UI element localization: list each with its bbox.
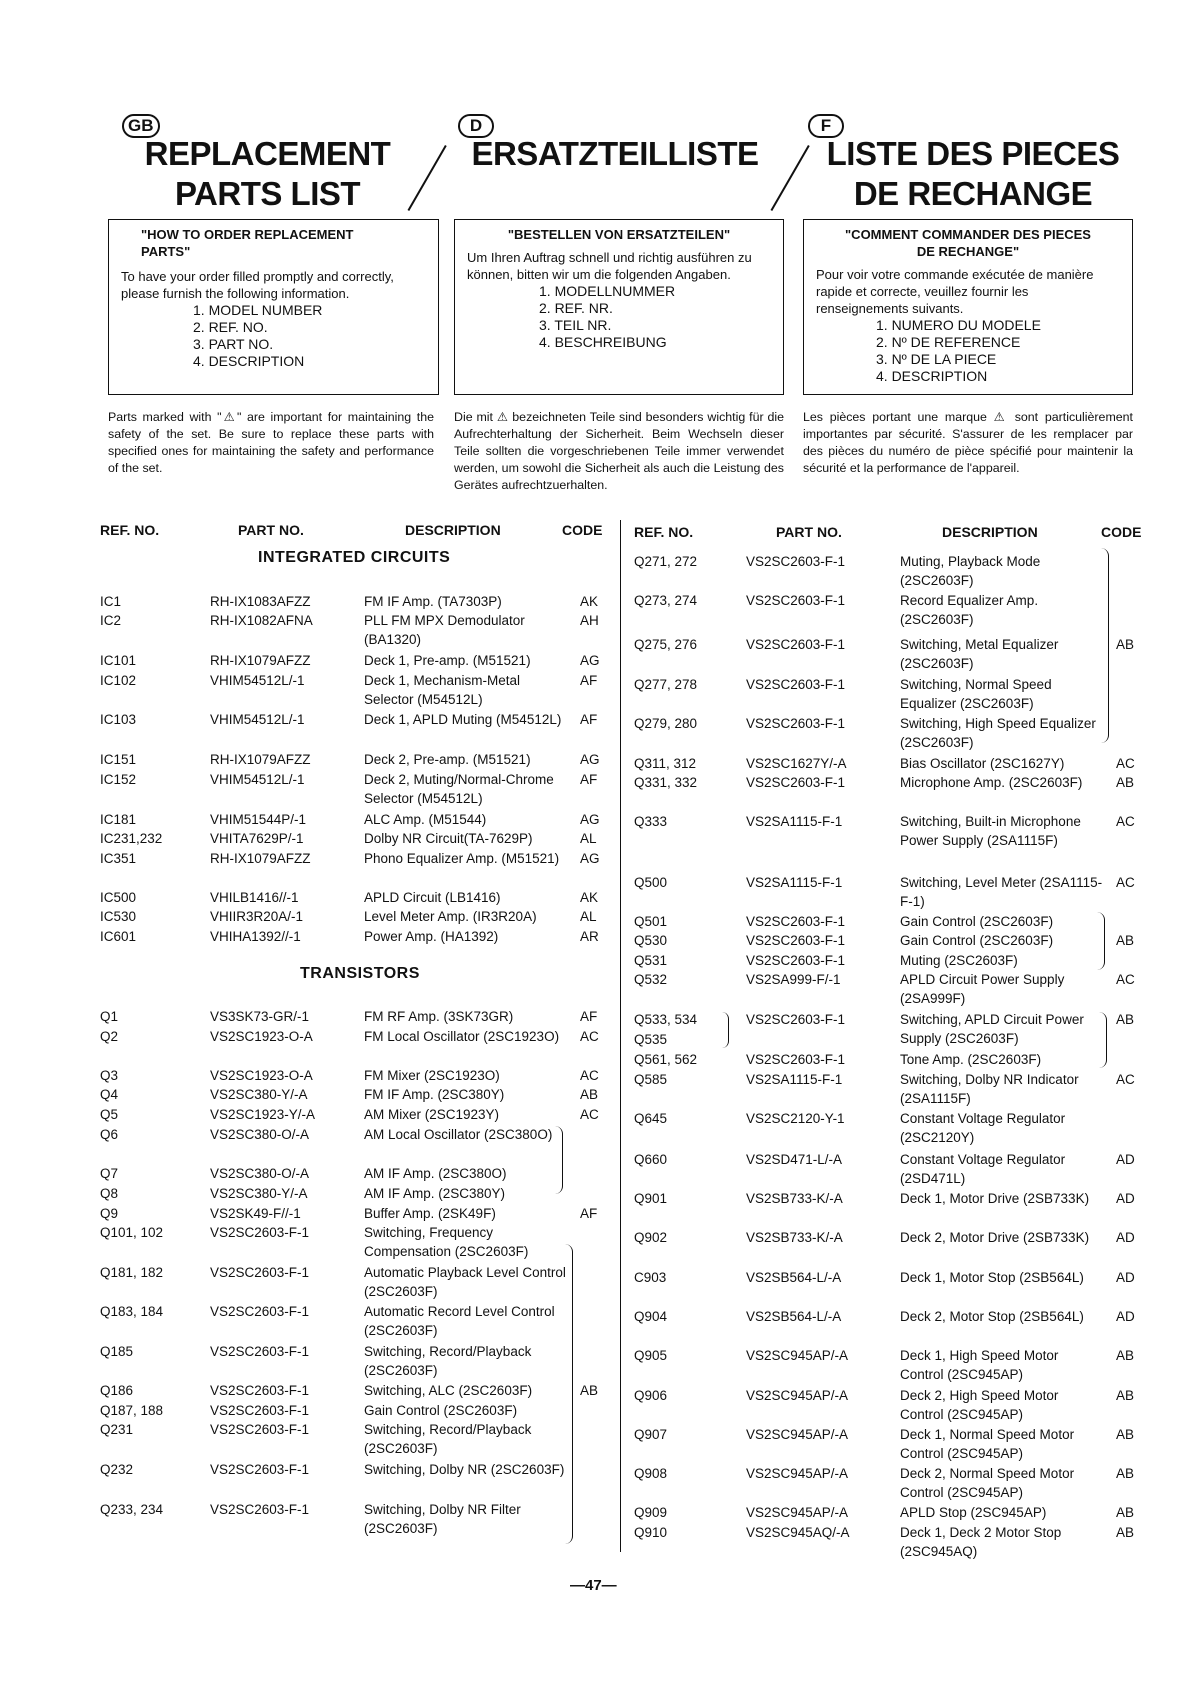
description-cell: AM IF Amp. (2SC380O) [364,1166,507,1181]
ref-no-cell: IC152 [100,772,137,787]
description-cell: APLD Circuit (LB1416) [364,890,501,905]
ref-no-cell: Q333 [634,814,668,829]
code-cell: AF [580,1206,598,1221]
code-cell: AK [580,594,599,609]
code-cell: AF [580,673,598,688]
description-cell: Deck 1, Mechanism-Metal Selector (M54512L) [364,673,521,707]
ref-no-cell: Q901 [634,1191,668,1206]
description-cell: Dolby NR Circuit(TA-7629P) [364,831,533,846]
ref-no-cell: Q660 [634,1152,668,1167]
ref-no-cell: IC151 [100,752,137,767]
part-no-cell: VS2SC945AP/-A [746,1388,849,1403]
list-item: 1. MODEL NUMBER [193,302,323,318]
ref-no-cell: Q501 [634,914,668,929]
code-cell: AL [580,909,597,924]
ref-no-cell: Q530 [634,933,668,948]
part-no-cell: VHILB1416//-1 [210,890,299,905]
code-cell: AF [580,1009,598,1024]
code-cell: AD [1116,1309,1135,1324]
code-cell: AF [580,772,598,787]
ref-no-cell: Q905 [634,1348,668,1363]
description-cell: Deck 1, Normal Speed Motor Control (2SC945AP) [900,1427,1075,1461]
group-brace [1100,548,1109,743]
list-item: 1. NUMERO DU MODELE [876,317,1041,333]
description-cell: FM IF Amp. (2SC380Y) [364,1087,505,1102]
code-cell: AC [1116,756,1135,771]
part-no-cell: VS2SC380-Y/-A [210,1087,308,1102]
ref-no-cell: Q5 [100,1107,119,1122]
description-cell: Switching, Built-in Microphone Power Supply (2SA1115F) [900,814,1081,848]
description-cell: Record Equalizer Amp. (2SC2603F) [900,593,1039,627]
part-no-cell: RH-IX1079AFZZ [210,851,311,866]
gb-order-box-title: "HOW TO ORDER REPLACEMENT PARTS" [141,227,354,259]
ref-no-cell: IC530 [100,909,137,924]
code-cell: AD [1116,1191,1135,1206]
code-cell: AB [1116,637,1135,652]
part-no-cell: VS2SC2603-F-1 [210,1383,310,1398]
part-no-cell: VS2SC945AP/-A [746,1348,849,1363]
f-safety-note: Les pièces portant une marque ⚠ sont particulièrement importantes par sécurité. S'assurer de les remplacer par des pièces du numéro de pièce spécifié pour maintenir la sécurité et la performance de l'appareil. [803,410,1133,475]
part-no-cell: VS2SC1923-O-A [210,1068,313,1083]
code-cell: AC [1116,814,1135,829]
part-no-cell: VS2SC945AP/-A [746,1427,849,1442]
part-no-cell: VS2SC2603-F-1 [746,593,846,608]
ref-no-cell: Q645 [634,1111,668,1126]
part-no-cell: VS2SB733-K/-A [746,1230,843,1245]
description-cell: Automatic Record Level Control (2SC2603F) [364,1304,555,1338]
description-cell: ALC Amp. (M51544) [364,812,487,827]
list-item: 4. DESCRIPTION [876,368,988,384]
code-cell: AR [580,929,599,944]
d-order-box-title: "BESTELLEN VON ERSATZTEILEN" [507,227,731,242]
ref-no-cell: C903 [634,1270,667,1285]
code-cell: AB [580,1087,599,1102]
description-cell: Muting, Playback Mode (2SC2603F) [900,554,1041,588]
ref-no-cell: Q585 [634,1072,668,1087]
description-cell: APLD Circuit Power Supply (2SA999F) [900,972,1065,1006]
description-cell: FM IF Amp. (TA7303P) [364,594,502,609]
description-cell: Bias Oscillator (2SC1627Y) [900,756,1065,771]
description-cell: Switching, Level Meter (2SA1115-F-1) [900,875,1103,909]
ref-no-cell: Q331, 332 [634,775,698,790]
part-no-cell: VS2SC380-O/-A [210,1127,310,1142]
description-cell: Switching, Normal Speed Equalizer (2SC2603F) [900,677,1052,711]
description-cell: Deck 1, Motor Drive (2SB733K) [900,1191,1090,1206]
code-cell: AC [1116,972,1135,987]
d-order-box-body: Um Ihren Auftrag schnell und richtig ausführen zu können, bitten wir um die folgenden Angaben. [467,250,752,282]
ref-no-cell: Q6 [100,1127,119,1142]
part-no-cell: VS2SC2603-F-1 [210,1502,310,1517]
col-desc-right: DESCRIPTION [942,524,1038,540]
description-cell: Switching, APLD Circuit Power Supply (2SC2603F) [900,1012,1084,1046]
description-cell: Deck 2, Motor Stop (2SB564L) [900,1309,1084,1324]
code-cell: AF [580,712,598,727]
description-cell: Deck 2, Normal Speed Motor Control (2SC945AP) [900,1466,1075,1500]
list-item: 2. REF. NR. [539,300,613,316]
part-no-cell: VS2SC2603-F-1 [746,775,846,790]
part-no-cell: VS2SB564-L/-A [746,1309,842,1324]
part-no-cell: RH-IX1079AFZZ [210,653,311,668]
part-no-cell: VS2SB733-K/-A [746,1191,843,1206]
code-cell: AB [1116,1012,1135,1027]
code-cell: AB [580,1383,599,1398]
part-no-cell: VS3SK73-GR/-1 [210,1009,310,1024]
code-cell: AB [1116,775,1135,790]
code-cell: AD [1116,1152,1135,1167]
col-part-right: PART NO. [776,524,842,540]
part-no-cell: VS2SC2603-F-1 [746,914,846,929]
col-desc-left: DESCRIPTION [405,522,501,538]
part-no-cell: VS2SC1923-O-A [210,1029,313,1044]
part-no-cell: RH-IX1079AFZZ [210,752,311,767]
description-cell: Switching, ALC (2SC2603F) [364,1383,533,1398]
code-cell: AH [580,613,599,628]
part-no-cell: VS2SC2603-F-1 [210,1225,310,1240]
description-cell: Gain Control (2SC2603F) [900,914,1054,929]
f-order-box-body: Pour voir votre commande exécutée de manière rapide et correcte, veuillez fournir les renseignements suivants. [816,267,1094,316]
part-no-cell: VS2SC2603-F-1 [746,554,846,569]
code-cell: AG [580,851,600,866]
code-cell: AD [1116,1230,1135,1245]
part-no-cell: VHIM51544P/-1 [210,812,307,827]
part-no-cell: VS2SB564-L/-A [746,1270,842,1285]
part-no-cell: VS2SA1115-F-1 [746,875,843,890]
part-no-cell: VS2SC945AQ/-A [746,1525,850,1540]
description-cell: AM Local Oscillator (2SC380O) [364,1127,553,1142]
code-cell: AC [1116,1072,1135,1087]
ref-no-cell: Q275, 276 [634,637,698,652]
ref-no-cell: Q311, 312 [634,756,697,771]
ref-no-cell: Q500 [634,875,668,890]
ref-no-cell: IC351 [100,851,137,866]
list-item: 3. TEIL NR. [539,317,612,333]
code-cell: AD [1116,1270,1135,1285]
code-cell: AK [580,890,599,905]
list-item: 2. REF. NO. [193,319,268,335]
code-cell: AG [580,752,600,767]
list-item: 3. PART NO. [193,336,274,352]
ref-no-cell: Q535 [634,1032,668,1047]
ref-no-cell: Q7 [100,1166,119,1181]
col-ref-left: REF. NO. [100,522,160,538]
ref-no-cell: Q1 [100,1009,119,1024]
part-no-cell: VS2SC945AP/-A [746,1466,849,1481]
col-ref-right: REF. NO. [634,524,694,540]
ref-no-cell: IC2 [100,613,122,628]
description-cell: Muting (2SC2603F) [900,953,1018,968]
list-item: 2. Nº DE REFERENCE [876,334,1021,350]
description-cell: Microphone Amp. (2SC2603F) [900,775,1083,790]
ref-no-cell: Q181, 182 [100,1265,164,1280]
part-no-cell: VS2SK49-F//-1 [210,1206,301,1221]
part-no-cell: VS2SC2603-F-1 [746,677,846,692]
code-cell: AL [580,831,597,846]
description-cell: Deck 2, Pre-amp. (M51521) [364,752,531,767]
part-no-cell: VHITA7629P/-1 [210,831,304,846]
ref-no-cell: IC181 [100,812,137,827]
part-no-cell: VS2SA1115-F-1 [746,814,843,829]
part-no-cell: VS2SC2120-Y-1 [746,1111,845,1126]
column-divider [620,520,621,1552]
part-no-cell: VS2SC2603-F-1 [746,1052,846,1067]
ref-no-cell: Q910 [634,1525,668,1540]
ref-no-cell: Q907 [634,1427,668,1442]
ref-no-cell: Q273, 274 [634,593,698,608]
code-cell: AB [1116,933,1135,948]
code-cell: AB [1116,1388,1135,1403]
ref-no-cell: Q183, 184 [100,1304,164,1319]
ref-no-cell: Q533, 534 [634,1012,698,1027]
description-cell: Switching, Frequency Compensation (2SC2603F) [364,1225,529,1259]
code-cell: AB [1116,1505,1135,1520]
description-cell: AM IF Amp. (2SC380Y) [364,1186,506,1201]
code-cell: AB [1116,1466,1135,1481]
part-no-cell: VS2SC1627Y/-A [746,756,847,771]
list-item: 3. Nº DE LA PIECE [876,351,997,367]
ref-no-cell: IC231,232 [100,831,163,846]
ref-no-cell: Q9 [100,1206,119,1221]
description-cell: Switching, Dolby NR Indicator (2SA1115F) [900,1072,1079,1106]
ref-no-cell: Q186 [100,1383,134,1398]
description-cell: APLD Stop (2SC945AP) [900,1505,1047,1520]
description-cell: Deck 1, Pre-amp. (M51521) [364,653,531,668]
gb-order-box [108,219,439,395]
ref-no-cell: IC102 [100,673,137,688]
ref-no-cell: Q532 [634,972,668,987]
ref-no-cell: IC601 [100,929,137,944]
description-cell: Constant Voltage Regulator (2SD471L) [900,1152,1066,1186]
col-code-right: CODE [1101,524,1142,540]
ref-no-cell: Q185 [100,1344,134,1359]
part-no-cell: VS2SC2603-F-1 [210,1462,310,1477]
part-no-cell: VS2SC2603-F-1 [746,1012,846,1027]
description-cell: Switching, High Speed Equalizer (2SC2603F) [900,716,1096,750]
ref-no-cell: Q8 [100,1186,119,1201]
description-cell: Deck 2, Muting/Normal-Chrome Selector (M54512L) [364,772,554,806]
code-cell: AB [1116,1348,1135,1363]
group-brace [554,1126,563,1194]
ref-no-cell: Q531 [634,953,668,968]
part-no-cell: VS2SC2603-F-1 [746,716,846,731]
list-item: 4. BESCHREIBUNG [539,334,667,350]
list-item: 4. DESCRIPTION [193,353,305,369]
description-cell: FM Local Oscillator (2SC1923O) [364,1029,560,1044]
f-title: LISTE DES PIECES DE RECHANGE [826,135,1120,212]
part-no-cell: VS2SC2603-F-1 [746,637,846,652]
description-cell: FM Mixer (2SC1923O) [364,1068,500,1083]
col-part-left: PART NO. [238,522,304,538]
code-cell: AB [1116,1427,1135,1442]
divider-slash [771,145,810,211]
col-code-left: CODE [562,522,603,538]
ref-no-cell: Q906 [634,1388,668,1403]
part-no-cell: VS2SC2603-F-1 [210,1304,310,1319]
part-no-cell: VS2SC2603-F-1 [746,953,846,968]
group-brace [562,1244,573,1544]
f-order-box-title: "COMMENT COMMANDER DES PIECES DE RECHANGE" [845,227,1091,259]
divider-slash [408,145,447,211]
ref-no-cell: Q231 [100,1422,134,1437]
description-cell: Tone Amp. (2SC2603F) [900,1052,1042,1067]
f-language-badge: F [808,114,844,138]
ref-no-cell: Q2 [100,1029,119,1044]
description-cell: Gain Control (2SC2603F) [900,933,1054,948]
ref-no-cell: IC103 [100,712,137,727]
d-title: ERSATZTEILLISTE [471,135,759,172]
ref-no-cell: Q232 [100,1462,134,1477]
code-cell: AC [1116,875,1135,890]
gb-order-box-body: To have your order filled promptly and correctly, please furnish the following information. [121,269,394,301]
part-no-cell: VHIM54512L/-1 [210,772,305,787]
description-cell: Constant Voltage Regulator (2SC2120Y) [900,1111,1066,1145]
code-cell: AG [580,812,600,827]
ref-no-cell: Q233, 234 [100,1502,164,1517]
description-cell: Level Meter Amp. (IR3R20A) [364,909,537,924]
d-language-badge: D [458,114,494,138]
part-no-cell: VS2SC380-Y/-A [210,1186,308,1201]
group-brace [722,1012,729,1048]
code-cell: AB [1116,1525,1135,1540]
part-no-cell: VS2SD471-L/-A [746,1152,843,1167]
description-cell: Deck 1, Deck 2 Motor Stop (2SC945AQ) [900,1525,1062,1559]
ref-no-cell: Q902 [634,1230,668,1245]
part-no-cell: VHIM54512L/-1 [210,673,305,688]
list-item: 1. MODELLNUMMER [539,283,676,299]
part-no-cell: VHIM54512L/-1 [210,712,305,727]
part-no-cell: VS2SC2603-F-1 [210,1344,310,1359]
section-integrated-circuits: INTEGRATED CIRCUITS [258,549,451,566]
description-cell: Automatic Playback Level Control (2SC2603F) [364,1265,566,1299]
description-cell: Deck 2, High Speed Motor Control (2SC945AP) [900,1388,1059,1422]
code-cell: AC [580,1029,599,1044]
description-cell: FM RF Amp. (3SK73GR) [364,1009,514,1024]
ref-no-cell: Q101, 102 [100,1225,164,1240]
part-no-cell: VS2SA1115-F-1 [746,1072,843,1087]
ref-no-cell: Q909 [634,1505,668,1520]
ref-no-cell: Q561, 562 [634,1052,698,1067]
part-no-cell: RH-IX1082AFNA [210,613,313,628]
group-brace [1098,1012,1107,1068]
description-cell: Switching, Metal Equalizer (2SC2603F) [900,637,1059,671]
code-cell: AG [580,653,600,668]
part-no-cell: VS2SC2603-F-1 [746,933,846,948]
ref-no-cell: Q4 [100,1087,119,1102]
description-cell: Switching, Record/Playback (2SC2603F) [364,1422,532,1456]
gb-safety-note: Parts marked with "⚠" are important for maintaining the safety of the set. Be sure to replace these parts with specified ones for maintaining the safety and performance of the set. [108,410,434,475]
part-no-cell: VS2SC1923-Y/-A [210,1107,316,1122]
ref-no-cell: IC101 [100,653,137,668]
ref-no-cell: IC1 [100,594,122,609]
code-cell: AC [580,1068,599,1083]
page-number: —47— [570,1577,617,1594]
ref-no-cell: Q904 [634,1309,668,1324]
description-cell: Gain Control (2SC2603F) [364,1403,518,1418]
gb-title: REPLACEMENT PARTS LIST [144,135,391,212]
part-no-cell: VS2SC2603-F-1 [210,1422,310,1437]
part-no-cell: VS2SA999-F/-1 [746,972,841,987]
group-brace [1096,912,1105,970]
description-cell: Switching, Dolby NR (2SC2603F) [364,1462,565,1477]
description-cell: PLL FM MPX Demodulator (BA1320) [364,613,525,647]
description-cell: Deck 1, Motor Stop (2SB564L) [900,1270,1084,1285]
d-safety-note: Die mit ⚠ bezeichneten Teile sind besonders wichtig für die Aufrechterhaltung der Sicherheit. Beim Wechseln dieser Teile sollten die vorgeschriebenen Teile immer verwendet werden, um sowohl die Sicherheit als auch die Leistung des Gerätes aufrechtzuerhalten. [454,410,784,492]
part-no-cell: VHIHA1392//-1 [210,929,301,944]
ref-no-cell: Q187, 188 [100,1403,164,1418]
ref-no-cell: Q3 [100,1068,119,1083]
ref-no-cell: Q277, 278 [634,677,698,692]
description-cell: Deck 1, High Speed Motor Control (2SC945AP) [900,1348,1059,1382]
description-cell: Phono Equalizer Amp. (M51521) [364,851,560,866]
description-cell: Switching, Record/Playback (2SC2603F) [364,1344,532,1378]
part-no-cell: VS2SC2603-F-1 [210,1265,310,1280]
ref-no-cell: Q271, 272 [634,554,698,569]
description-cell: Power Amp. (HA1392) [364,929,499,944]
ref-no-cell: IC500 [100,890,137,905]
description-cell: Switching, Dolby NR Filter (2SC2603F) [364,1502,521,1536]
ref-no-cell: Q908 [634,1466,668,1481]
part-no-cell: RH-IX1083AFZZ [210,594,311,609]
description-cell: Deck 2, Motor Drive (2SB733K) [900,1230,1090,1245]
part-no-cell: VS2SC2603-F-1 [210,1403,310,1418]
ref-no-cell: Q279, 280 [634,716,698,731]
part-no-cell: VHIIR3R20A/-1 [210,909,304,924]
description-cell: Deck 1, APLD Muting (M54512L) [364,712,562,727]
description-cell: Buffer Amp. (2SK49F) [364,1206,496,1221]
part-no-cell: VS2SC945AP/-A [746,1505,849,1520]
section-transistors: TRANSISTORS [300,965,420,982]
code-cell: AC [580,1107,599,1122]
description-cell: AM Mixer (2SC1923Y) [364,1107,500,1122]
part-no-cell: VS2SC380-O/-A [210,1166,310,1181]
f-order-box [803,219,1133,395]
d-order-box [454,219,784,395]
gb-language-badge: GB [122,114,160,138]
